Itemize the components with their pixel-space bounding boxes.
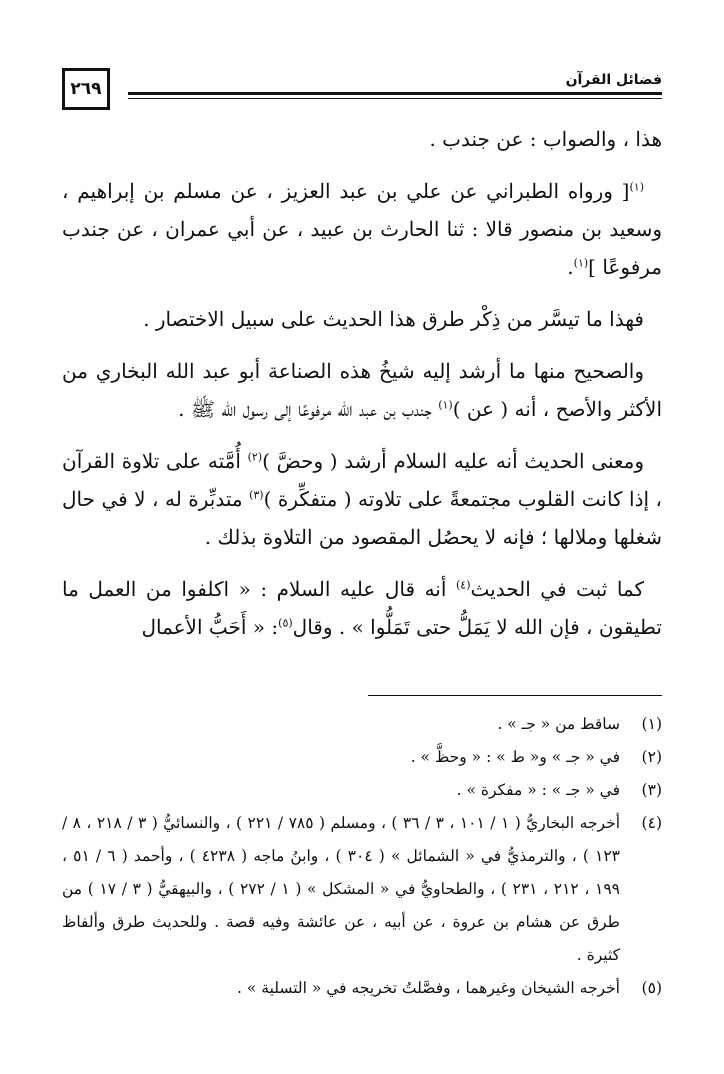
- footnote-ref: (٥): [278, 616, 293, 630]
- footnote-ref: (٤): [455, 578, 471, 592]
- footnote-number: (٤): [641, 814, 662, 832]
- paragraph-text: فهذا ما تيسَّر من ذِكْر طرق هذا الحديث على سبيل الاختصار .: [143, 307, 644, 331]
- paragraph-text: ومعنى الحديث أنه عليه السلام أرشد ( وحضَّ ): [262, 449, 644, 473]
- paragraph-1: [62, 120, 662, 158]
- footnote-4: [62, 807, 662, 972]
- footnote-ref: (١): [438, 398, 453, 412]
- paragraph-2: [62, 172, 662, 286]
- footnote-number: (٢): [641, 748, 662, 766]
- footnote-number: (١): [641, 715, 662, 733]
- page-number-box: [62, 68, 110, 110]
- footnotes: [62, 708, 662, 1005]
- paragraph-text: كما ثبت في الحديث: [470, 577, 645, 601]
- footnote-separator: [368, 695, 662, 696]
- footnote-text: أخرجه البخاريُّ ( ١ / ١٠١ ، ٣ / ٣٦ ) ، ومسلم ( ٧٨٥ / ٢٢١ ) ، والنسائيُّ ( ٣ / ٢١٨ ، ٨ / ١٢٣ ) ، والترمذيُّ في « الشمائل » ( ٣٠٤ ) ، وابنُ ماجه ( ٤٢٣٨ ) ، وأحمد ( ٦ / ٥١ ، ١٩٩ ، ٢١٢ ، ٢٣١ ) ، والطحاويُّ في « المشكل » ( ١ / ٢٧٢ ) ، والبيهقيُّ ( ٣ / ١٧ ) من طرق عن هشام بن عروة ، عن أبيه ، عن عائشة وفيه قصة . وللحديث طرق وألفاظ كثيرة .: [62, 814, 620, 964]
- paragraph-text: [ ورواه الطبراني عن علي بن عبد العزيز ، عن مسلم بن إبراهيم ، وسعيد بن منصور قالا : ثنا الحارث بن عبيد ، عن أبي عمران ، عن جندب مرفوعًا ]: [62, 179, 662, 279]
- footnote-3: [62, 774, 662, 807]
- paragraph-6: [62, 570, 662, 646]
- paragraph-text: أنه قال عليه السلام : « اكلفوا من العمل ما تطيقون ، فإن الله لا يَمَلُّ حتى تَمَلُّوا » . وقال: [62, 577, 662, 639]
- footnote-1: [62, 708, 662, 741]
- footnote-text: أخرجه الشيخان وغيرهما ، وفصَّلتُ تخريجه في « التسلية » .: [237, 979, 620, 997]
- footnote-5: [62, 972, 662, 1005]
- paragraph-4: [62, 352, 662, 428]
- paragraph-text: : « أَحَبُّ الأعمال: [141, 615, 279, 639]
- header-rule-thin: [128, 98, 662, 99]
- paragraph-text: أُمَّته على تلاوة القرآن ، إذا كانت القلوب مجتمعةً على تلاوته ( متفكِّرة ): [62, 449, 662, 511]
- paragraph-5: [62, 442, 662, 556]
- paragraph-text: هذا ، والصواب : عن جندب .: [429, 127, 662, 151]
- footnote-text: في « جـ » و« ط » : « وحظَّ » .: [410, 748, 620, 766]
- paragraph-text: متدبِّرة له ، لا في حال شغلها وملالها ؛ فإنه لا يحصُل المقصود من التلاوة بذلك .: [62, 487, 662, 549]
- footnote-2: [62, 741, 662, 774]
- footnote-ref: (١): [573, 256, 589, 270]
- header-rule-thick: [128, 92, 662, 95]
- footnote-ref: (٣): [249, 488, 264, 502]
- page-number: ٢٦٩: [70, 79, 102, 99]
- footnote-ref: (٢): [247, 450, 263, 464]
- paragraph-text-end: .: [567, 255, 574, 279]
- running-title: فضائل القرآن: [565, 72, 662, 88]
- main-text: [62, 120, 662, 660]
- footnote-text: في « جـ » : « مفكرة » .: [456, 781, 620, 799]
- paragraph-text: والصحيح منها ما أرشد إليه شيخُ هذه الصناعة أبو عبد الله البخاري من الأكثر والأصح ، أنه ( عن ): [62, 359, 662, 421]
- footnote-number: (٣): [641, 781, 662, 799]
- footnote-number: (٥): [641, 979, 662, 997]
- footnote-ref: (١): [629, 180, 644, 194]
- paragraph-3: [62, 300, 662, 338]
- paragraph-text: جندب بن عبد الله مرفوعًا إلى رسول الله ﷺ .: [178, 397, 432, 421]
- footnote-text: ساقط من « جـ » .: [497, 715, 620, 733]
